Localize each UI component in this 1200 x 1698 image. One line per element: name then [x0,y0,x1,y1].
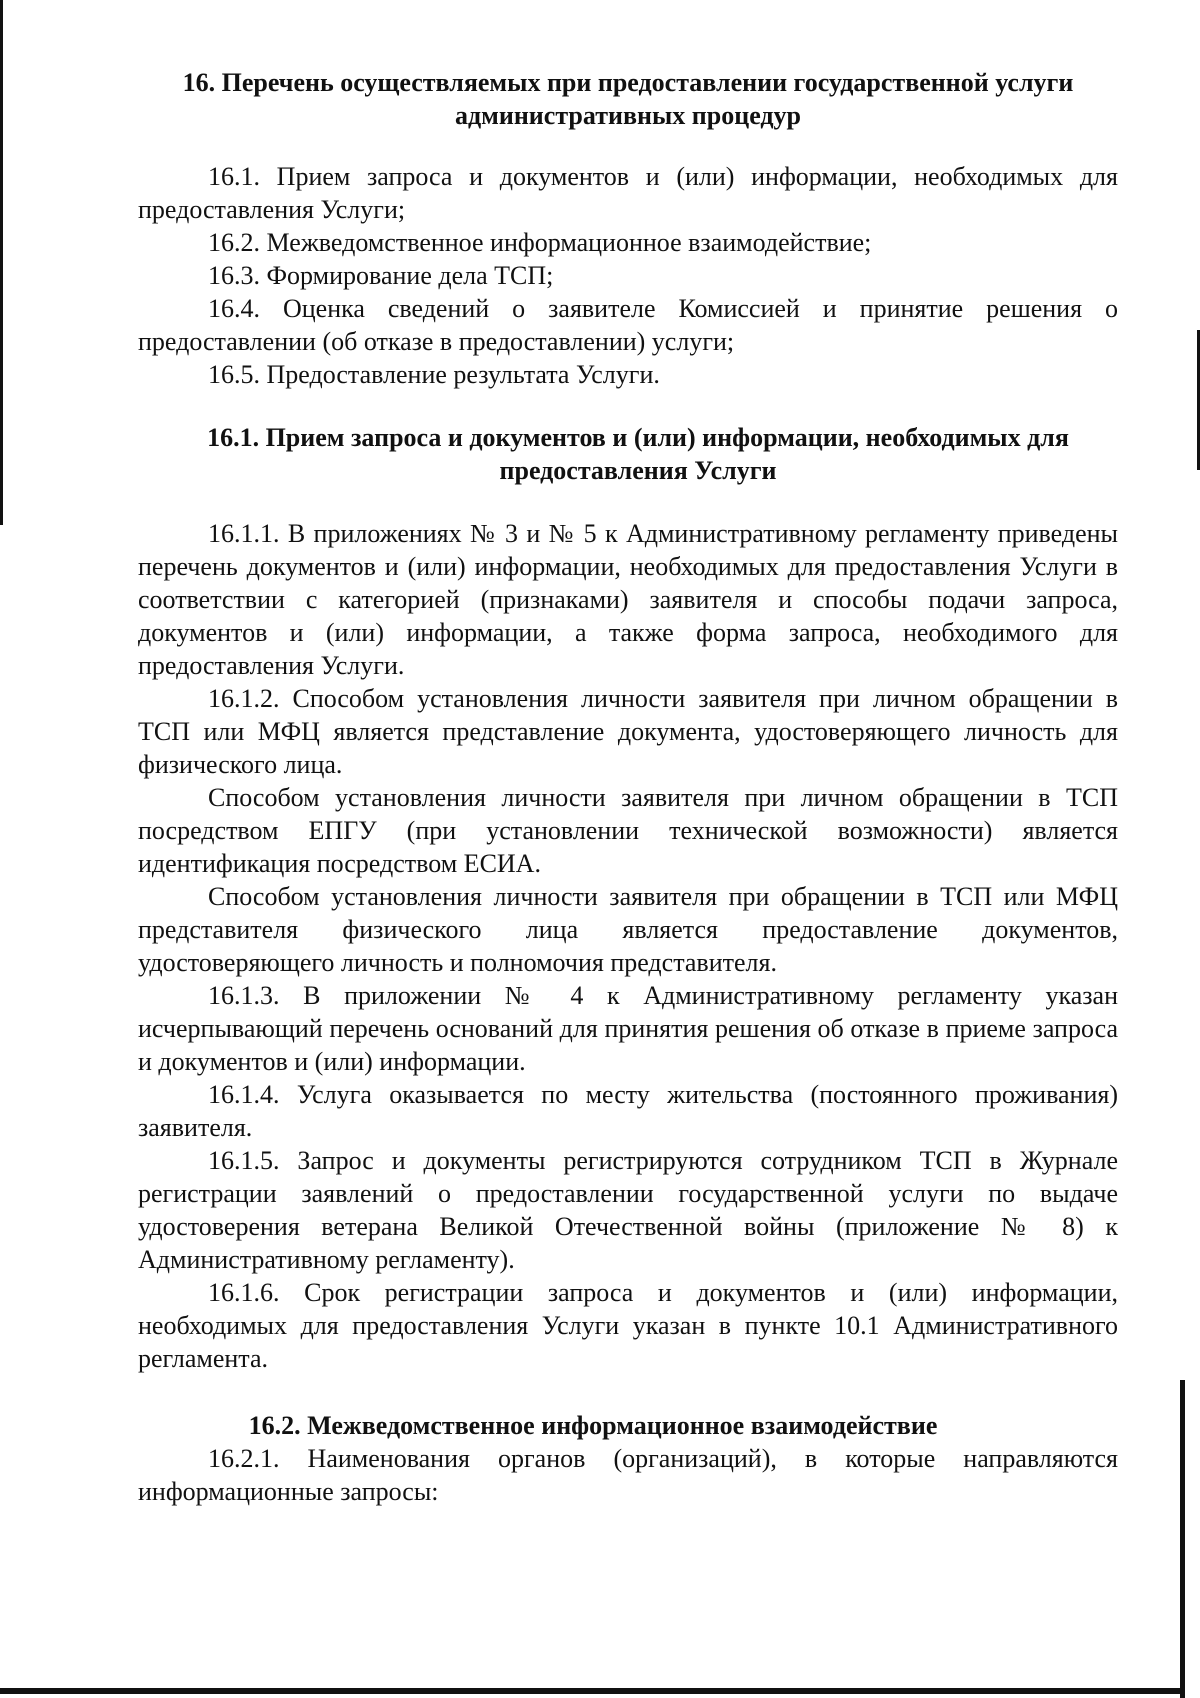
scan-border-bottom [0,1688,1184,1694]
list-item: 16.5. Предоставление результата Услуги. [208,360,660,389]
list-item: 16.3. Формирование дела ТСП; [208,261,554,290]
paragraph: 16.1.6. Срок регистрации запроса и документов и (или) информации, необходимых для предоставления Услуги указан в пункте 10.1 Административного регламента. [138,1278,1118,1373]
section-16-list [138,160,1118,391]
list-item: 16.1. Прием запроса и документов и (или) информации, необходимых для предоставления Услуги; [138,162,1118,224]
paragraph: 16.2.1. Наименования органов (организаций), в которые направляются информационные запросы: [138,1444,1118,1506]
section-16-1-body [138,517,1118,1375]
paragraph: 16.1.4. Услуга оказывается по месту жительства (постоянного проживания) заявителя. [138,1080,1118,1142]
paragraph: Способом установления личности заявителя при обращении в ТСП или МФЦ представителя физического лица является предоставление документов, удостоверяющего личность и полномочия представителя. [138,882,1118,977]
paragraph: 16.1.1. В приложениях № 3 и № 5 к Административному регламенту приведены перечень документов и (или) информации, необходимых для предоставления Услуги в соответствии с категорией (признаками) заявителя и способы подачи запроса, документов и (или) информации, а также форма запроса, необходимого для предоставления Услуги. [138,519,1118,680]
paragraph: Способом установления личности заявителя при личном обращении в ТСП посредством ЕПГУ (при установлении технической возможности) является идентификация посредством ЕСИА. [138,783,1118,878]
document-page [138,66,1118,1508]
paragraph: 16.1.3. В приложении № 4 к Административному регламенту указан исчерпывающий перечень оснований для принятия решения об отказе в приеме запроса и документов и (или) информации. [138,981,1118,1076]
scan-border-right [1180,1380,1185,1698]
section-16-2-body [138,1442,1118,1508]
list-item: 16.4. Оценка сведений о заявителе Комиссией и принятие решения о предоставлении (об отказе в предоставлении) услуги; [138,294,1118,356]
list-item: 16.2. Межведомственное информационное взаимодействие; [208,228,872,257]
scan-border-left [0,0,3,525]
paragraph: 16.1.2. Способом установления личности заявителя при личном обращении в ТСП или МФЦ является представление документа, удостоверяющего личность для физического лица. [138,684,1118,779]
paragraph: 16.1.5. Запрос и документы регистрируются сотрудником ТСП в Журнале регистрации заявлений о предоставлении государственной услуги по выдаче удостоверения ветерана Великой Отечественной войны (приложение № 8) к Административному регламенту). [138,1146,1118,1274]
section-16-heading: 16. Перечень осуществляемых при предоставлении государственной услуги административных процедур [182,68,1074,130]
section-16-2-heading: 16.2. Межведомственное информационное взаимодействие [248,1411,938,1440]
section-16-1-heading: 16.1. Прием запроса и документов и (или) информации, необходимых для предоставления Услуги [207,423,1069,485]
